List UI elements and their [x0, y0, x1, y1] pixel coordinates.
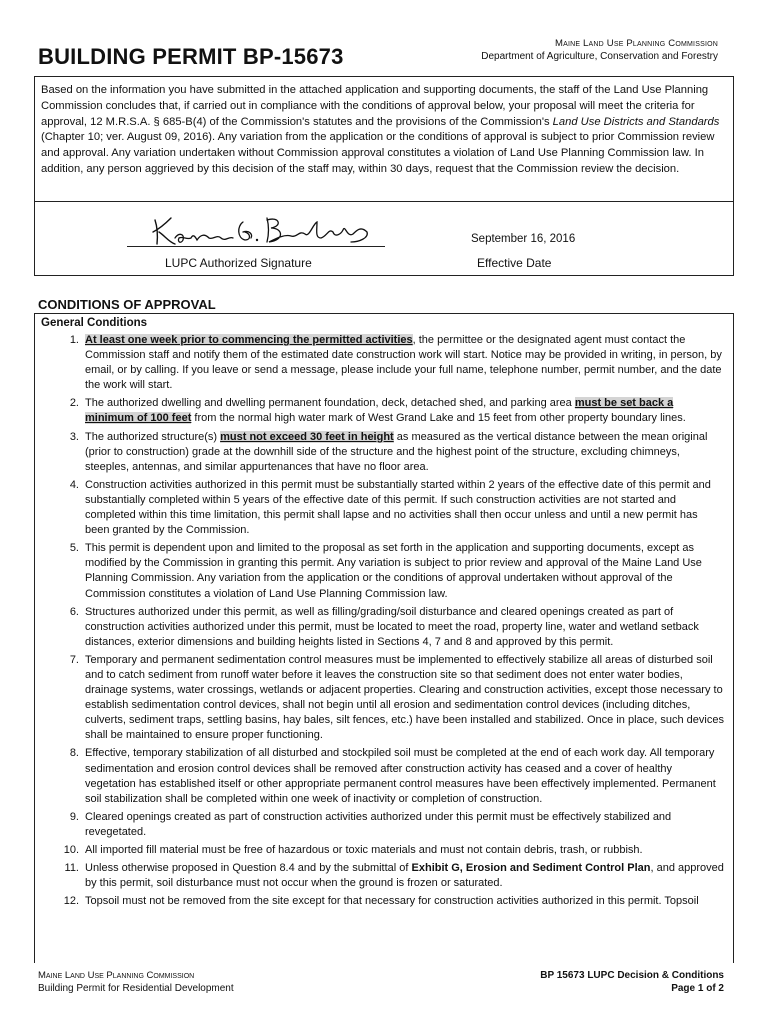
condition-item	[41, 333, 725, 393]
condition-item	[41, 746, 725, 806]
condition-text-body: Structures authorized under this permit, as well as filling/grading/soil disturbance and cleared openings created as part of construction activities authorized under this permit, must be located to meet the road, property line, water and wetland setback distances, exterior dimensions and building heights listed in Sections 4, 7 and 8 and approved by this permit.	[85, 605, 699, 648]
page-number: Page 1 of 2	[671, 983, 724, 994]
footer-document-type: Building Permit for Residential Development	[38, 983, 234, 994]
condition-highlight: At least one week prior to commencing the permitted activities	[85, 334, 413, 346]
effective-date-label: Effective Date	[477, 256, 552, 270]
condition-text-body: All imported fill material must be free of hazardous or toxic materials and must not contain debris, trash, or rubbish.	[85, 844, 643, 856]
condition-text-body: Topsoil must not be removed from the site except for that necessary for construction activities authorized in this permit. Topsoil	[85, 895, 699, 908]
decision-text-part1: Based on the information you have submitted in the attached application and supporting documents, the staff of the Land Use Planning Commission concludes that, if carried out in compliance with the conditions of approval below, your proposal will meet the criteria for approval, 12 M.R.S.A. § 685-B(4) of the Commission's statutes and the provisions of the Commission's	[41, 84, 709, 128]
condition-text-body: Construction activities authorized in this permit must be substantially started within 2 years of the effective date of this permit and substantially completed within 5 years of the effective date of this permit. If such construction activities are not started and completed within this time limitation, this permit shall lapse and no activities shall then occur unless and until a new permit has been granted by the Commission.	[85, 478, 711, 537]
condition-text-body: Effective, temporary stabilization of all disturbed and stockpiled soil must be completed at the end of each work day. All temporary sedimentation and erosion control devices shall be removed after construction activity has ceased and a cover of healthy vegetation has established itself or other appropriate permanent control measures have been effectively implemented. Permanent soil stabilization shall be completed within one week of inactivity or completion of construction.	[85, 747, 716, 805]
condition-text-lead: The authorized structure(s)	[85, 430, 221, 443]
condition-item	[41, 478, 725, 538]
condition-number: 9.	[69, 810, 79, 823]
decision-box	[34, 76, 734, 276]
condition-text-body: as measured as the vertical distance between the mean original (prior to construction) grade at the downhill side of the structure and the highest point of the structure, excluding chimneys, steeples, antennas, and similar appurtenances that have no floor area.	[85, 430, 708, 473]
condition-text	[85, 653, 725, 744]
condition-text-lead: Unless otherwise proposed in Question 8.4 and by the submittal of	[85, 862, 412, 875]
condition-item	[41, 605, 725, 650]
footer-right	[540, 970, 724, 994]
condition-number: 10.	[63, 844, 79, 856]
footer-agency-name: Maine Land Use Planning Commission	[38, 970, 195, 981]
condition-text-lead: The authorized dwelling and dwelling permanent foundation, deck, detached shed, and parking area	[85, 397, 575, 410]
footer-left	[38, 970, 234, 994]
condition-number: 12.	[63, 895, 79, 908]
condition-text	[85, 430, 725, 475]
signature-line	[127, 246, 385, 247]
condition-number: 8.	[69, 747, 79, 760]
general-conditions-heading: General Conditions	[41, 317, 148, 329]
conditions-box	[34, 313, 734, 963]
condition-number: 7.	[69, 653, 79, 666]
condition-text-body: Cleared openings created as part of construction activities authorized under this permit must be effectively stabilized and revegetated.	[85, 810, 672, 838]
condition-item	[41, 541, 725, 601]
condition-text	[85, 894, 725, 909]
condition-number: 1.	[69, 334, 79, 346]
condition-item	[41, 653, 725, 744]
condition-text	[85, 396, 725, 426]
condition-item	[41, 843, 725, 858]
agency-department: Department of Agriculture, Conservation and Forestry	[481, 51, 718, 62]
condition-number: 6.	[69, 605, 79, 618]
condition-number: 5.	[69, 542, 79, 555]
conditions-list	[41, 333, 725, 912]
condition-number: 3.	[69, 430, 79, 443]
condition-text	[85, 810, 725, 840]
agency-block	[481, 38, 718, 62]
condition-text-body: , the permittee or the designated agent must contact the Commission staff and notify them of the estimated date construction work will start. Notice may be provided in writing, in person, by email, or by calling. If you leave or send a message, please include your full name, telephone number, permit number, and the date the work will start.	[85, 334, 722, 392]
condition-text	[85, 541, 725, 601]
condition-number: 11.	[64, 862, 79, 875]
condition-text	[85, 843, 725, 858]
page-title: BUILDING PERMIT BP-15673	[38, 44, 344, 69]
conditions-heading: CONDITIONS OF APPROVAL	[38, 297, 216, 312]
decision-text-italic: Land Use Districts and Standards	[552, 115, 720, 128]
condition-item	[41, 430, 725, 475]
condition-text	[85, 478, 725, 538]
condition-item	[41, 810, 725, 840]
condition-text	[85, 861, 725, 891]
decision-text-part2: (Chapter 10; ver. August 09, 2016). Any variation from the application or the conditions of approval is subject to prior Commission review and approval. Any variation undertaken without Commission approval constitutes a violation of Land Use Planning Commission law. In addition, any person aggrieved by this decision of the staff may, within 30 days, request that the Commission review the decision.	[41, 131, 715, 175]
signature-area	[35, 202, 733, 276]
signature-label: LUPC Authorized Signature	[165, 256, 312, 270]
condition-text	[85, 746, 725, 806]
decision-paragraph	[41, 83, 727, 178]
condition-text	[85, 605, 725, 650]
condition-text-body: This permit is dependent upon and limited to the proposal as set forth in the application and supporting documents, except as modified by the Commission in granting this permit. Any variation is subject to prior review and approval of the Maine Land Use Planning Commission. Any variation from the application or the conditions of approval undertaken without approval of the Commission constitutes a violation of Land Use Planning Commission law.	[85, 542, 702, 600]
footer-document-code: BP 15673 LUPC Decision & Conditions	[540, 970, 724, 981]
condition-item	[41, 861, 725, 891]
condition-text-body: Temporary and permanent sedimentation control measures must be implemented to effectively stabilize all areas of disturbed soil and to catch sediment from runoff water before it leaves the construction site so that sediment does not enter water bodies, drainage systems, water crossings, wetlands or adjacent properties. Clearing and construction activities, except those necessary to establish sedimentation control devices, shall not begin until all erosion and sedimentation control devices (including ditches, culverts, sediment traps, settling basins, hay bales, silt fences, etc.) have been installed and stabilized. Once in place, such devices shall be maintained to ensure proper functioning.	[85, 653, 724, 742]
condition-text-body: from the normal high water mark of West Grand Lake and 15 feet from other property boundary lines.	[191, 412, 686, 425]
agency-name: Maine Land Use Planning Commission	[554, 38, 718, 49]
condition-text	[85, 333, 725, 393]
condition-item	[41, 396, 725, 426]
condition-number: 2.	[69, 397, 79, 410]
condition-text-body: , and approved by this permit, soil disturbance must not occur when the ground is frozen or saturated.	[85, 862, 724, 890]
condition-highlight: must be set back a minimum of 100 feet	[85, 397, 674, 425]
condition-item	[41, 894, 725, 909]
condition-exhibit-reference: Exhibit G, Erosion and Sediment Control Plan	[411, 862, 651, 875]
condition-highlight: must not exceed 30 feet in height	[220, 430, 394, 443]
condition-number: 4.	[69, 478, 79, 491]
effective-date-value: September 16, 2016	[471, 233, 576, 245]
